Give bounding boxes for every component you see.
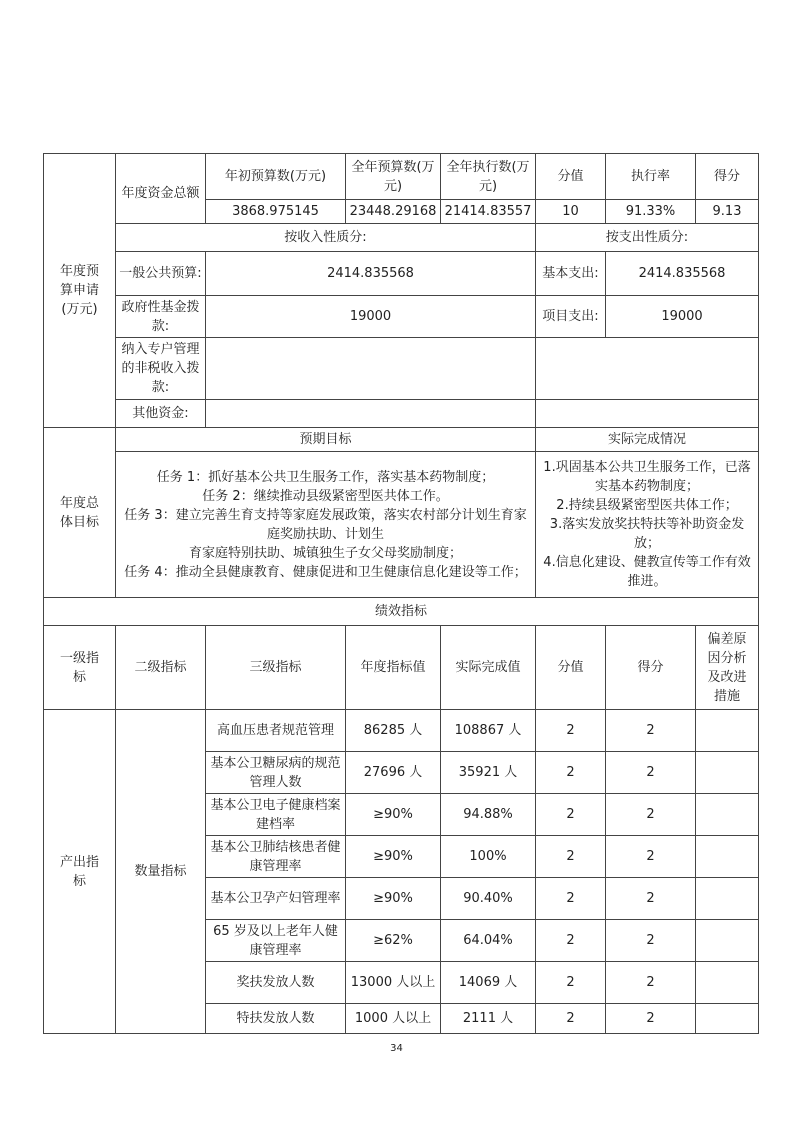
by-income-label: 按收入性质分: bbox=[116, 224, 536, 252]
indicator-name: 基本公卫电子健康档案建档率 bbox=[206, 794, 346, 836]
income-label: 其他资金: bbox=[116, 400, 206, 428]
actual-completion-content bbox=[536, 452, 759, 598]
indicator-score-value: 2 bbox=[536, 878, 606, 920]
indicator-deviation bbox=[696, 752, 759, 794]
header-score-value: 分值 bbox=[536, 154, 606, 200]
income-value: 2414.835568 bbox=[206, 252, 536, 296]
indicator-score-value: 2 bbox=[536, 794, 606, 836]
goals-content-row bbox=[44, 452, 759, 598]
expected-goal-line: 任务 1：抓好基本公共卫生服务工作，落实基本药物制度； bbox=[156, 469, 495, 485]
indicator-name: 基本公卫孕产妇管理率 bbox=[206, 878, 346, 920]
value-execution-rate: 91.33% bbox=[606, 200, 696, 224]
income-value bbox=[206, 400, 536, 428]
expense-label: 基本支出: bbox=[536, 252, 606, 296]
indicator-score: 2 bbox=[606, 962, 696, 1004]
indicator-name: 基本公卫肺结核患者健康管理率 bbox=[206, 836, 346, 878]
income-value bbox=[206, 338, 536, 400]
indicator-target: ≥90% bbox=[346, 878, 441, 920]
budget-performance-table bbox=[43, 153, 759, 1034]
indicator-deviation bbox=[696, 794, 759, 836]
header-annual-target: 年度指标值 bbox=[346, 626, 441, 710]
indicator-score: 2 bbox=[606, 752, 696, 794]
indicator-name: 65 岁及以上老年人健康管理率 bbox=[206, 920, 346, 962]
income-row-general-budget bbox=[44, 252, 759, 296]
indicator-actual: 108867 人 bbox=[441, 710, 536, 752]
indicator-actual: 94.88% bbox=[441, 794, 536, 836]
indicator-score: 2 bbox=[606, 710, 696, 752]
indicator-deviation bbox=[696, 878, 759, 920]
actual-completion-line: 3.落实发放奖扶特扶等补助资金发放； bbox=[549, 517, 745, 551]
indicator-target: 13000 人以上 bbox=[346, 962, 441, 1004]
indicator-deviation bbox=[696, 710, 759, 752]
actual-completion-header: 实际完成情况 bbox=[536, 428, 759, 452]
income-row-non-tax bbox=[44, 338, 759, 400]
value-annual-execution: 21414.83557 bbox=[441, 200, 536, 224]
funds-total-label: 年度资金总额 bbox=[116, 154, 206, 224]
budget-header-row bbox=[44, 154, 759, 200]
indicator-target: ≥62% bbox=[346, 920, 441, 962]
indicator-target: ≥90% bbox=[346, 794, 441, 836]
indicator-score-value: 2 bbox=[536, 836, 606, 878]
value-score-value: 10 bbox=[536, 200, 606, 224]
indicator-score: 2 bbox=[606, 1004, 696, 1034]
expected-goals-content bbox=[116, 452, 536, 598]
value-annual-budget: 23448.29168 bbox=[346, 200, 441, 224]
indicator-name: 特扶发放人数 bbox=[206, 1004, 346, 1034]
indicator-deviation bbox=[696, 1004, 759, 1034]
expected-goal-line: 任务 4：推动全县健康教育、健康促进和卫生健康信息化建设等工作； bbox=[124, 564, 527, 580]
indicator-target: 86285 人 bbox=[346, 710, 441, 752]
header-annual-budget: 全年预算数(万元) bbox=[346, 154, 441, 200]
actual-completion-line: 2.持续县级紧密型医共体工作； bbox=[556, 498, 738, 513]
income-value: 19000 bbox=[206, 296, 536, 338]
header-level2: 二级指标 bbox=[116, 626, 206, 710]
income-label: 纳入专户管理的非税收入拨款: bbox=[116, 338, 206, 400]
indicator-deviation bbox=[696, 920, 759, 962]
expense-value: 19000 bbox=[606, 296, 759, 338]
indicator-score-value: 2 bbox=[536, 710, 606, 752]
performance-header-row bbox=[44, 626, 759, 710]
indicator-score: 2 bbox=[606, 836, 696, 878]
goals-section-label: 年度总体目标 bbox=[44, 428, 116, 598]
header-annual-execution: 全年执行数(万元) bbox=[441, 154, 536, 200]
classification-header-row bbox=[44, 224, 759, 252]
expense-empty-cell bbox=[536, 338, 759, 400]
header-deviation: 偏差原因分析及改进措施 bbox=[696, 626, 759, 710]
indicator-score: 2 bbox=[606, 878, 696, 920]
indicator-actual: 35921 人 bbox=[441, 752, 536, 794]
actual-completion-line: 4.信息化建设、健教宣传等工作有效推进。 bbox=[543, 555, 751, 589]
income-row-government-fund bbox=[44, 296, 759, 338]
income-label: 政府性基金拨款: bbox=[116, 296, 206, 338]
page-number: 34 bbox=[390, 1043, 403, 1054]
header-score-value: 分值 bbox=[536, 626, 606, 710]
indicator-deviation bbox=[696, 836, 759, 878]
value-initial-budget: 3868.975145 bbox=[206, 200, 346, 224]
performance-title-row bbox=[44, 598, 759, 626]
by-expense-label: 按支出性质分: bbox=[536, 224, 759, 252]
indicator-score: 2 bbox=[606, 920, 696, 962]
indicator-actual: 64.04% bbox=[441, 920, 536, 962]
goals-header-row bbox=[44, 428, 759, 452]
indicator-score: 2 bbox=[606, 794, 696, 836]
indicator-target: 27696 人 bbox=[346, 752, 441, 794]
indicator-actual: 90.40% bbox=[441, 878, 536, 920]
income-label: 一般公共预算: bbox=[116, 252, 206, 296]
level2-label: 数量指标 bbox=[116, 710, 206, 1034]
indicator-name: 高血压患者规范管理 bbox=[206, 710, 346, 752]
expense-label: 项目支出: bbox=[536, 296, 606, 338]
expense-value: 2414.835568 bbox=[606, 252, 759, 296]
header-level3: 三级指标 bbox=[206, 626, 346, 710]
indicator-actual: 14069 人 bbox=[441, 962, 536, 1004]
indicator-score-value: 2 bbox=[536, 962, 606, 1004]
performance-title: 绩效指标 bbox=[44, 598, 759, 626]
indicator-target: ≥90% bbox=[346, 836, 441, 878]
level1-label: 产出指标 bbox=[44, 710, 116, 1034]
indicator-score-value: 2 bbox=[536, 1004, 606, 1034]
indicator-name: 基本公卫糖尿病的规范管理人数 bbox=[206, 752, 346, 794]
indicator-target: 1000 人以上 bbox=[346, 1004, 441, 1034]
expected-goal-line: 任务 3：建立完善生育支持等家庭发展政策，落实农村部分计划生育家庭奖励扶助、计划生 bbox=[124, 507, 527, 542]
header-score: 得分 bbox=[606, 626, 696, 710]
budget-section-label: 年度预算申请(万元) bbox=[44, 154, 116, 428]
indicator-name: 奖扶发放人数 bbox=[206, 962, 346, 1004]
header-initial-budget: 年初预算数(万元) bbox=[206, 154, 346, 200]
header-score: 得分 bbox=[696, 154, 759, 200]
header-execution-rate: 执行率 bbox=[606, 154, 696, 200]
indicator-actual: 100% bbox=[441, 836, 536, 878]
header-level1: 一级指标 bbox=[44, 626, 116, 710]
income-row-other bbox=[44, 400, 759, 428]
expected-goal-line: 育家庭特别扶助、城镇独生子女父母奖励制度； bbox=[188, 545, 462, 561]
expected-goal-line: 任务 2：继续推动县级紧密型医共体工作。 bbox=[202, 488, 449, 504]
value-score: 9.13 bbox=[696, 200, 759, 224]
actual-completion-line: 1.巩固基本公共卫生服务工作，已落实基本药物制度； bbox=[543, 460, 751, 494]
indicator-score-value: 2 bbox=[536, 752, 606, 794]
expense-empty-cell bbox=[536, 400, 759, 428]
expected-goals-header: 预期目标 bbox=[116, 428, 536, 452]
indicator-row bbox=[44, 710, 759, 752]
header-actual-value: 实际完成值 bbox=[441, 626, 536, 710]
indicator-deviation bbox=[696, 962, 759, 1004]
indicator-actual: 2111 人 bbox=[441, 1004, 536, 1034]
indicator-score-value: 2 bbox=[536, 920, 606, 962]
